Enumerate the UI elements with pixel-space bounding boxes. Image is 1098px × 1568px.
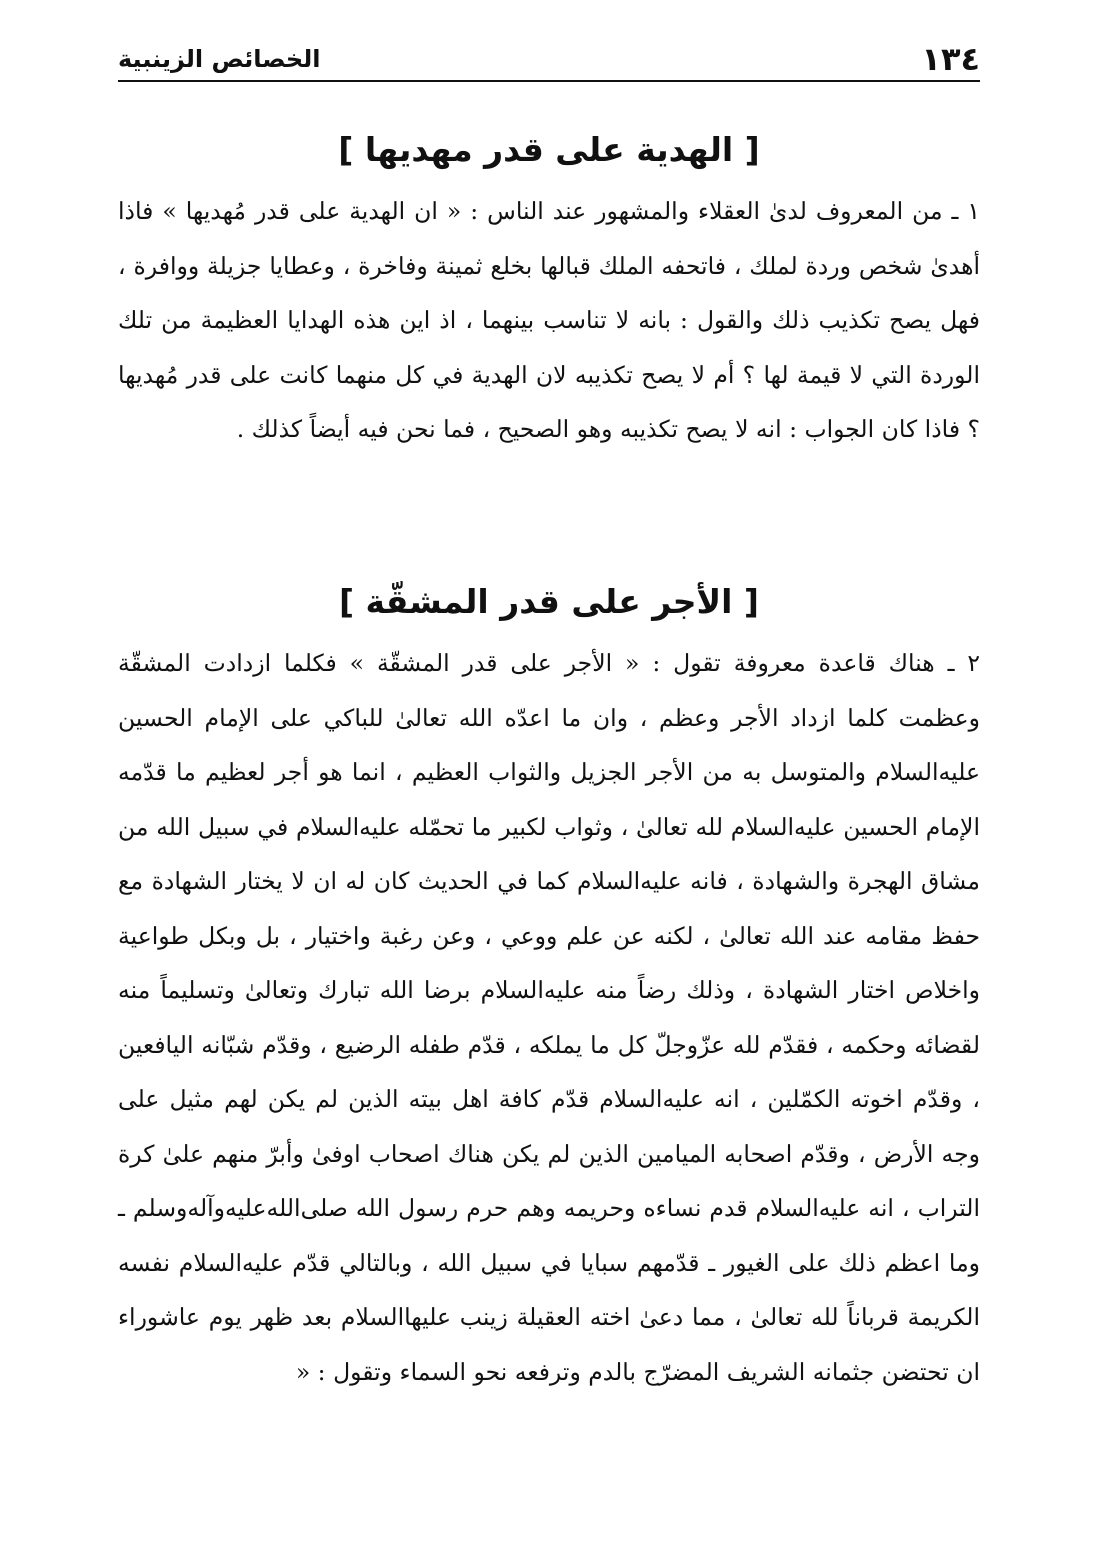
section-heading-gift: [ الهدية على قدر مهديها ]: [338, 130, 760, 169]
page-number: ١٣٤: [921, 40, 980, 78]
paragraph-reward: ٢ ـ هناك قاعدة معروفة تقول : « الأجر على قدر المشقّة » فكلما ازدادت المشقّة وعظمت كلما ازداد الأجر وعظم ، وان ما اعدّه الله تعالىٰ للباكي على الإمام الحسين عليه‌السلام والمتوسل به من الأجر الجزيل والثواب العظيم ، انما هو أجر لعظيم ما قدّمه الإمام الحسين عليه‌السلام لله تعالىٰ ، وثواب لكبير ما تحمّله عليه‌السلام في سبيل الله من مشاق الهجرة والشهادة ، فانه عليه‌السلام كما في الحديث كان له ان لا يختار الشهادة مع حفظ مقامه عند الله تعالىٰ ، لكنه عن علم ووعي ، وعن رغبة واختيار ، بل وبكل طواعية واخلاص اختار الشهادة ، وذلك رضاً منه عليه‌السلام برضا الله تبارك وتعالىٰ وتسليماً منه لقضائه وحكمه ، فقدّم لله عزّوجلّ كل ما يملكه ، قدّم طفله الرضيع ، وقدّم شبّانه اليافعين ، وقدّم اخوته الكمّلين ، انه عليه‌السلام قدّم كافة اهل بيته الذين لم يكن لهم مثيل على وجه الأرض ، وقدّم اصحابه الميامين الذين لم يكن هناك اصحاب اوفىٰ وأبرّ منهم علىٰ كرة التراب ، انه عليه‌السلام قدم نساءه وحريمه وهم حرم رسول الله صلى‌الله‌عليه‌وآله‌وسلم ـ وما اعظم ذلك على الغيور ـ قدّمهم سبايا في سبيل الله ، وبالتالي قدّم عليه‌السلام نفسه الكريمة قرباناً لله تعالىٰ ، مما دعىٰ اخته العقيلة زينب عليها‌السلام بعد ظهر يوم عاشوراء ان تحتضن جثمانه الشريف المضرّج بالدم وترفعه نحو السماء وتقول : «: [118, 649, 980, 1386]
section-heading-reward: [ الأجر على قدر المشقّة ]: [338, 582, 760, 621]
book-title: الخصائص الزينبية: [118, 45, 321, 73]
running-header: [118, 36, 980, 82]
paragraph-gift: ١ ـ من المعروف لدىٰ العقلاء والمشهور عند الناس : « ان الهدية على قدر مُهديها » فاذا أهدىٰ شخص وردة لملك ، فاتحفه الملك قبالها بخلع ثمينة وفاخرة ، وعطايا جزيلة ووافرة ، فهل يصح تكذيب ذلك والقول : بانه لا تناسب بينهما ، اذ اين هذه الهدايا العظيمة من تلك الوردة التي لا قيمة لها ؟ أم لا يصح تكذيبه لان الهدية في كل منهما كانت على قدر مُهديها ؟ فاذا كان الجواب : انه لا يصح تكذيبه وهو الصحيح ، فما نحن فيه أيضاً كذلك .: [118, 197, 980, 443]
